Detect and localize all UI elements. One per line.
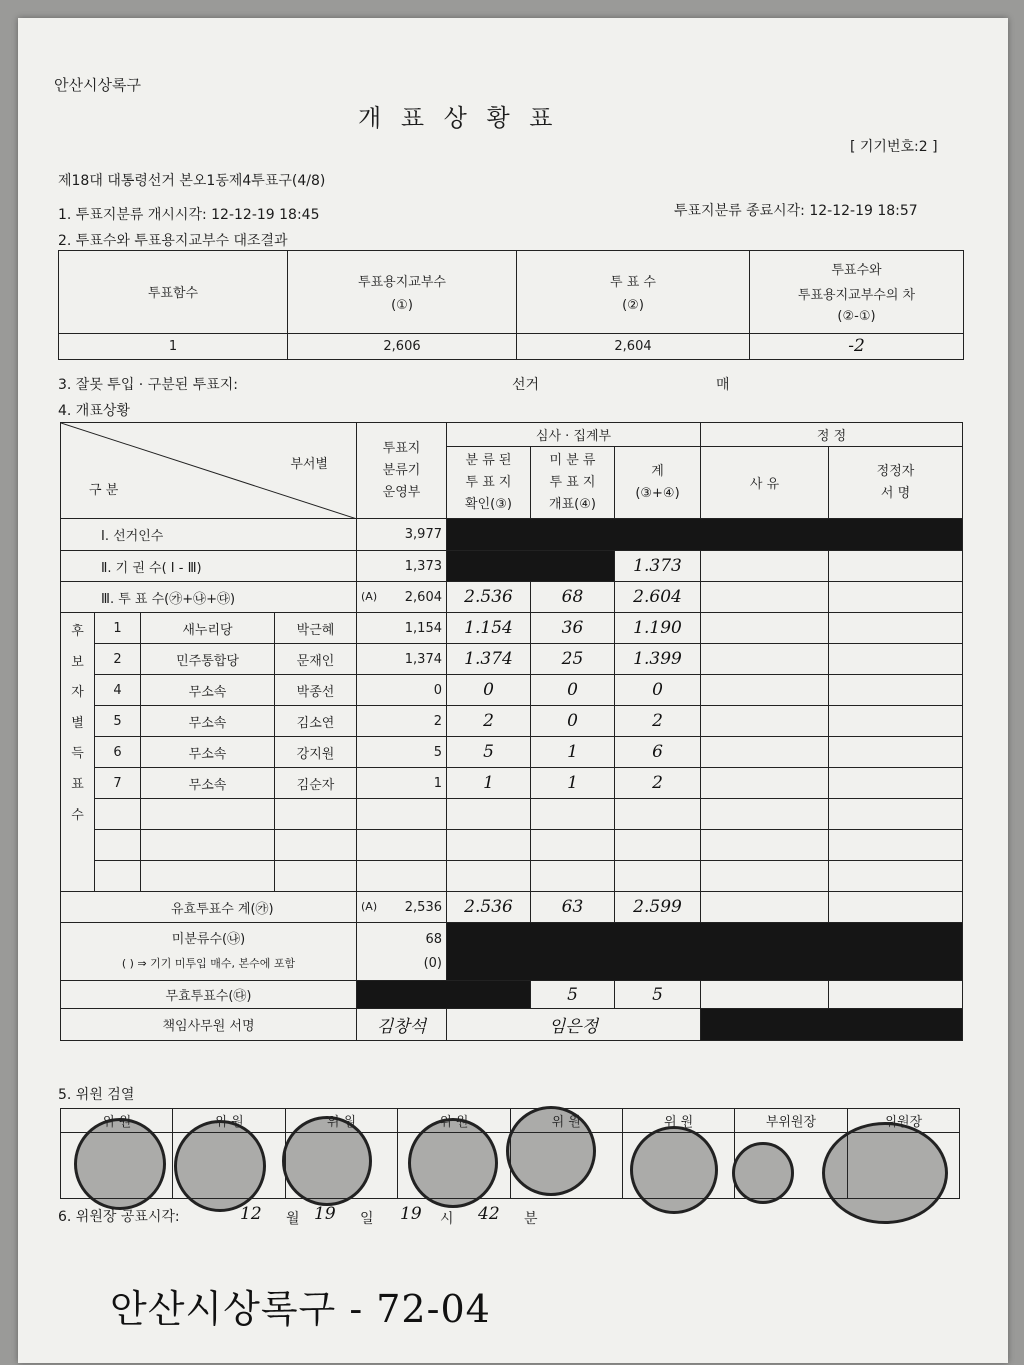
- candidate-party: 무소속: [141, 706, 275, 737]
- candidate-party: 민주통합당: [141, 644, 275, 675]
- committee-seal: [630, 1126, 718, 1214]
- committee-seal: [506, 1106, 596, 1196]
- document-page: 안산시상록구 개 표 상 황 표 [ 기기번호:2 ] 제18대 대통령선거 본오1동제4투표구(4/8) 1. 투표지분류 개시시각: 12-12-19 18:45 투표지분류 종료시각: 12-12-19 18:57 2. 투표수와 투표용지교부수 대조결과 투표함수 투표용지교부수 (①) 투 표 수 (②) 투표수와 투표용지교부수의 차 (②-①) 1 2,606 2,604 -2 3. 잘못 투입 · 구분된 투표지: 선거 매 4. 개표상황 부서별 구 분 투표지 분류기 운영부 심사 · 집계부 정 정 분 류 된 투 표 지 확인(③) 미 분 류 투 표 지 개표(④) 계 (③+④) 사 유 정정자 서 명 Ⅰ. 선거인수 3,977 Ⅱ. 기 권 수( Ⅰ - Ⅲ) 1,373 1.373 Ⅲ. 투 표 수(㉮+㉯+㉰) (A) 2,604 2.536 68 2.604 후 보 자 별 득 표 수 1 새누리당 박근혜 1,154 1.154 36 1.190 2 민주통합당 문재인 1,374 1.374 25 1.399 4 무소속 박종선 0 0 0 0 5 무소속 김소연 2 2 0 2 6 무소속 강지원 5 5 1 6 7 무소속 김순자 1 1 1 2 유효투표수 계(㉮) (A) 2,536 2.536 63 2.599 미분류수(㉯) ( ) ⇒ 기기 미투입 매수, 본수에 포함 68 (0) 무효투표수(㉰) 5 5 책임사무원 서명 김창석 임은정 5. 위원 검열 위 원 위 원 위 원 위 원 위 원 위 원 부위원장 위원장 6. 위원장 공표시각: 12 월 19 일 19 시 42 분 안산시상록구 - 72-04: [18, 18, 1008, 1363]
- total-classified: 2.536: [447, 582, 531, 613]
- votes-value: 2,604: [517, 333, 750, 359]
- row-unclassified: [61, 923, 963, 981]
- machine-number: [ 기기번호:2 ]: [850, 139, 938, 155]
- candidate-row: 4 무소속 박종선 0 0 0 0: [61, 675, 963, 706]
- unclassified-note: ( ) ⇒ 기기 미투입 매수, 본수에 포함: [121, 956, 296, 970]
- ballot-comparison-table: [58, 250, 964, 360]
- valid-sum: 2.599: [615, 892, 701, 923]
- row-total-votes: Ⅲ. 투 표 수(㉮+㉯+㉰) (A) 2,604 2.536 68 2.604: [61, 582, 963, 613]
- section-6-heading: 6. 위원장 공표시각:: [58, 1209, 180, 1225]
- sort-start-time: 1. 투표지분류 개시시각: 12-12-19 18:45: [58, 207, 320, 223]
- candidate-party: 새누리당: [141, 613, 275, 644]
- row-abstain: Ⅱ. 기 권 수( Ⅰ - Ⅲ) 1,373 1.373: [61, 551, 963, 582]
- section-2-heading: 2. 투표수와 투표용지교부수 대조결과: [58, 233, 288, 249]
- officer-signature-1: 김창석: [357, 1009, 447, 1041]
- header-difference: 투표수와 투표용지교부수의 차 (②-①): [750, 251, 964, 334]
- section-3-election: 선거: [512, 377, 540, 393]
- candidate-row: 2 민주통합당 문재인 1,374 1.374 25 1.399: [61, 644, 963, 675]
- candidate-name: 박종선: [275, 675, 357, 706]
- header-dept: 부서별: [290, 457, 328, 472]
- total-unclassified: 68: [531, 582, 615, 613]
- committee-seal: [408, 1118, 498, 1208]
- difference-value: -2: [750, 333, 964, 359]
- empty-row: [61, 861, 963, 892]
- officer-signature-2: 임은정: [447, 1009, 701, 1041]
- invalid-unclassified: 5: [531, 981, 615, 1009]
- total-machine: 2,604: [404, 589, 442, 605]
- unclassified-label: 미분류수(㉯): [171, 931, 246, 947]
- invalid-sum: 5: [615, 981, 701, 1009]
- candidate-row: 5 무소속 김소연 2 2 0 2: [61, 706, 963, 737]
- election-name: 제18대 대통령선거 본오1동제4투표구(4/8): [58, 173, 326, 189]
- section-4-heading: 4. 개표상황: [58, 403, 130, 419]
- row-electors: Ⅰ. 선거인수 3,977: [61, 519, 963, 551]
- valid-classified: 2.536: [447, 892, 531, 923]
- header-unclassified: 미 분 류 투 표 지 개표(④): [531, 447, 615, 519]
- announce-day: 19: [314, 1204, 336, 1224]
- district-label: 안산시상록구: [54, 76, 141, 94]
- header-correction: 정 정: [701, 423, 963, 447]
- valid-unclassified: 63: [531, 892, 615, 923]
- total-sum: 2.604: [615, 582, 701, 613]
- unclassified-machine: 68: [425, 931, 442, 947]
- valid-machine: 2,536: [404, 899, 442, 915]
- announce-hour: 19: [400, 1204, 422, 1224]
- candidate-party: 무소속: [141, 768, 275, 799]
- header-ballot-boxes: 투표함수: [59, 251, 288, 334]
- candidate-party: 무소속: [141, 737, 275, 768]
- candidate-name: 박근혜: [275, 613, 357, 644]
- handwritten-document-id: 안산시상록구 - 72-04: [110, 1287, 491, 1331]
- header-review: 심사 · 집계부: [447, 423, 701, 447]
- candidate-name: 김순자: [275, 768, 357, 799]
- row-invalid-votes: 무효투표수(㉰) 5 5: [61, 981, 963, 1009]
- abstain-machine: 1,373: [357, 551, 447, 582]
- committee-seal: [174, 1120, 266, 1212]
- unclassified-machine-paren: (0): [423, 955, 442, 971]
- abstain-sum: 1.373: [615, 551, 701, 582]
- empty-row: [61, 799, 963, 830]
- sort-end-time: 투표지분류 종료시각: 12-12-19 18:57: [674, 203, 918, 219]
- section-5-heading: 5. 위원 검열: [58, 1087, 135, 1103]
- count-status-table: [60, 422, 963, 1041]
- announce-minute: 42: [478, 1204, 500, 1224]
- header-sum: 계 (③+④): [615, 447, 701, 519]
- candidate-name: 김소연: [275, 706, 357, 737]
- chair-seal: [822, 1122, 948, 1224]
- candidate-name: 강지원: [275, 737, 357, 768]
- header-corrector: 정정자 서 명: [829, 447, 963, 519]
- committee-seal: [282, 1116, 372, 1206]
- candidate-side-label: 후 보 자 별 득 표 수: [61, 613, 95, 892]
- section-3-unit: 매: [716, 377, 730, 393]
- issued-value: 2,606: [288, 333, 517, 359]
- vice-chair-seal: [732, 1142, 794, 1204]
- candidate-row: 후 보 자 별 득 표 수 1 새누리당 박근혜 1,154 1.154 36 1.190: [61, 613, 963, 644]
- header-gubun: 구 분: [89, 483, 119, 498]
- announce-month: 12: [240, 1204, 262, 1224]
- candidate-row: 7 무소속 김순자 1 1 1 2: [61, 768, 963, 799]
- header-classified: 분 류 된 투 표 지 확인(③): [447, 447, 531, 519]
- header-category: [61, 423, 357, 519]
- header-reason: 사 유: [701, 447, 829, 519]
- candidate-party: 무소속: [141, 675, 275, 706]
- inspection-table: 위 원 위 원 위 원 위 원 위 원 위 원 부위원장 위원장: [60, 1108, 960, 1199]
- header-votes: 투 표 수 (②): [517, 251, 750, 334]
- row-officer-sign: 책임사무원 서명 김창석 임은정: [61, 1009, 963, 1041]
- committee-seal: [74, 1118, 166, 1210]
- ballot-boxes-value: 1: [59, 333, 288, 359]
- header-machine: 투표지 분류기 운영부: [357, 423, 447, 519]
- row-valid-votes: 유효투표수 계(㉮) (A) 2,536 2.536 63 2.599: [61, 892, 963, 923]
- empty-row: [61, 830, 963, 861]
- page-title: 개 표 상 황 표: [358, 104, 559, 132]
- candidate-row: 6 무소속 강지원 5 5 1 6: [61, 737, 963, 768]
- header-issued: 투표용지교부수 (①): [288, 251, 517, 334]
- section-3-heading: 3. 잘못 투입 · 구분된 투표지:: [58, 377, 239, 393]
- electors-machine: 3,977: [357, 519, 447, 551]
- candidate-name: 문재인: [275, 644, 357, 675]
